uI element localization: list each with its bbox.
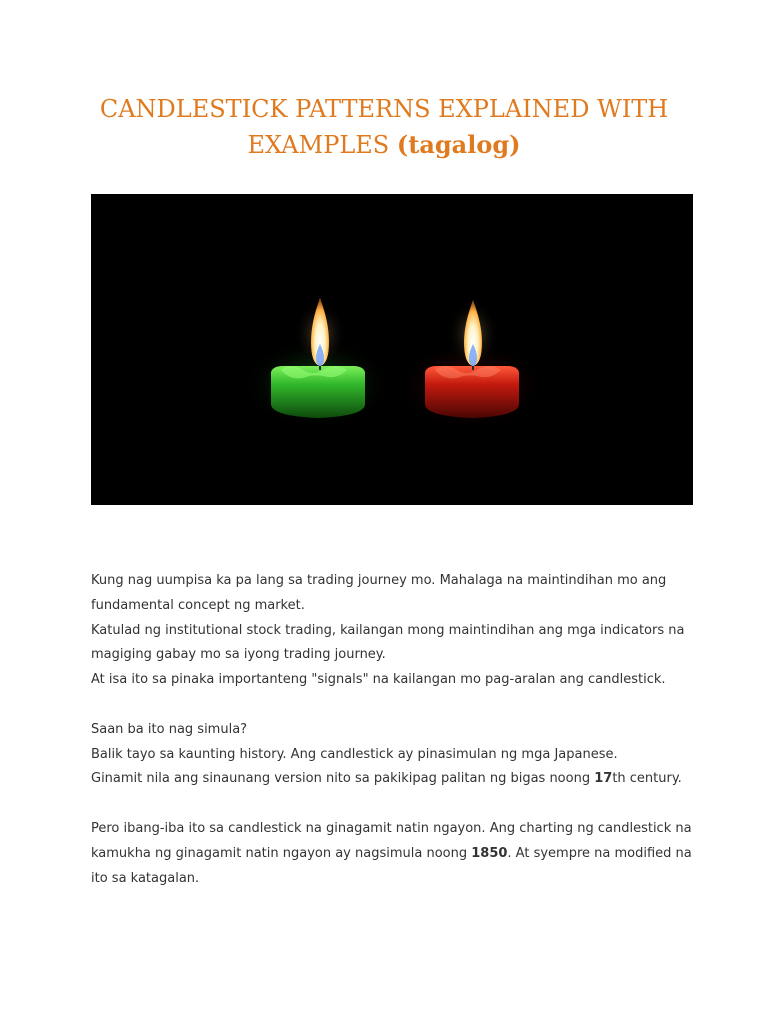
red-candle [396,300,546,431]
text-line: At isa ito sa pinaka importanteng "signals" na kailangan mo pag-aralan ang candlestick. [91,672,666,688]
text-segment: kamukha ng ginagamit natin ngayon ay nagsimula noong [91,845,472,861]
century-number: 17 [594,771,613,787]
paragraph-intro [91,569,711,693]
paragraph-modern [91,817,711,891]
text-line: fundamental concept ng market. [91,597,305,613]
text-line [91,842,711,867]
title-suffix: (tagalog) [396,130,521,159]
text-segment: . At syempre na modified na [507,845,692,861]
article-body [91,569,711,891]
hero-image [91,194,693,505]
year-number: 1850 [471,845,508,861]
paragraph-history [91,718,711,792]
text-line: magiging gabay mo sa iyong trading journey. [91,647,386,663]
text-line: Balik tayo sa kaunting history. Ang candlestick ay pinasimulan ng mga Japanese. [91,746,618,762]
page-title [60,92,708,163]
text-segment: th century. [612,771,682,787]
green-candle [243,298,393,429]
candles-illustration [91,194,693,505]
text-line: Pero ibang-iba ito sa candlestick na ginagamit natin ngayon. Ang charting ng candlestick na [91,820,692,836]
title-main: CANDLESTICK PATTERNS EXPLAINED WITH EXAMPLES [99,95,669,159]
text-line: ito sa katagalan. [91,870,200,886]
text-line: Kung nag uumpisa ka pa lang sa trading journey mo. Mahalaga na maintindihan mo ang [91,573,667,588]
text-line: Katulad ng institutional stock trading, kailangan mong maintindihan ang mga indicators na [91,622,685,638]
text-segment: Ginamit nila ang sinaunang version nito sa pakikipag palitan ng bigas noong [91,771,595,787]
text-line [91,767,711,792]
text-line: Saan ba ito nag simula? [91,721,248,737]
